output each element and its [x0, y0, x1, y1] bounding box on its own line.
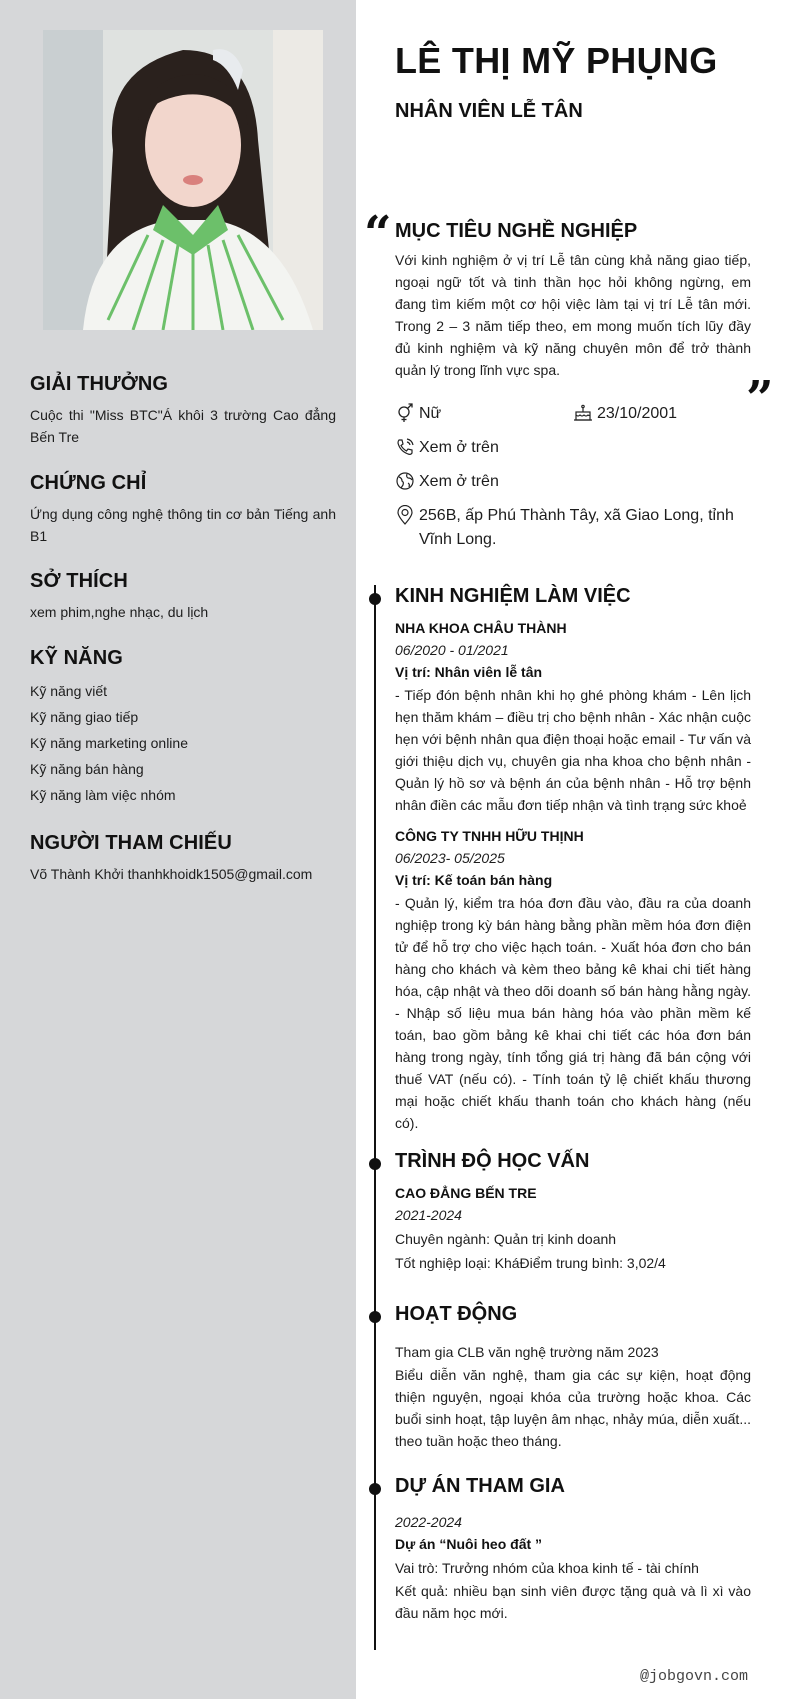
references-text: Võ Thành Khởi thanhkhoidk1505@gmail.com: [30, 866, 313, 882]
activity-description: Biểu diễn văn nghệ, tham gia các sự kiện, hoạt động thiện nguyện, ngoại khóa của trường hoặc khoa. Các buổi sinh hoạt, tập luyện âm nhạc, nhảy múa, diễn xuất... theo tuần hoặc theo tháng.: [395, 1367, 751, 1449]
sidebar: [0, 0, 356, 1699]
job-date: 06/2023- 05/2025: [395, 850, 505, 866]
hobbies-title: SỞ THÍCH: [30, 570, 128, 592]
job-description: - Tiếp đón bệnh nhân khi họ ghé phòng khám - Lên lịch hẹn thăm khám – điều trị cho bệnh nhân - Xác nhận cuộc hẹn với bệnh nhân qua điện thoại hoặc email - Tư vấn và giới thiệu dịch vụ, chuyên gia nha khoa cho bệnh nhân - Quản lý hồ sơ và bệnh án của bệnh nhân - Hỗ trợ bệnh nhân điền các mẫu đơn tiếp nhận và tình trạng sức khoẻ: [395, 687, 751, 813]
hobbies-section: [30, 570, 336, 623]
company-name: NHA KHOA CHÂU THÀNH: [395, 620, 567, 636]
website-value: Xem ở trên: [419, 473, 499, 490]
skills-section: [30, 647, 336, 808]
job-position: Vị trí: Nhân viên lễ tân: [395, 664, 543, 680]
birthday-cake-icon: [573, 403, 595, 425]
activities-title: HOẠT ĐỘNG: [395, 1303, 518, 1325]
address-value: 256B, ấp Phú Thành Tây, xã Giao Long, tỉnh Vĩnh Long.: [419, 507, 734, 548]
job-position: Vị trí: Kế toán bán hàng: [395, 872, 553, 888]
skill-item: Kỹ năng bán hàng: [30, 761, 144, 777]
experience-item: [395, 620, 751, 816]
references-title: NGƯỜI THAM CHIẾU: [30, 832, 232, 854]
timeline-dot: [369, 593, 381, 605]
certificates-section: [30, 472, 336, 547]
skill-item: Kỹ năng làm việc nhóm: [30, 787, 176, 803]
objective-section: [395, 220, 751, 381]
education-title: TRÌNH ĐỘ HỌC VẤN: [395, 1150, 590, 1172]
project-result: Kết quả: nhiều bạn sinh viên được tặng quà và lì xì vào đầu năm học mới.: [395, 1583, 751, 1621]
skill-item: Kỹ năng giao tiếp: [30, 709, 139, 725]
timeline-dot: [369, 1483, 381, 1495]
gender-value: Nữ: [419, 405, 442, 422]
website-row: [395, 470, 751, 494]
skill-item: Kỹ năng viết: [30, 683, 108, 699]
certificates-title: CHỨNG CHỈ: [30, 472, 147, 494]
phone-value: Xem ở trên: [419, 439, 499, 456]
school-name: CAO ĐẲNG BẾN TRE: [395, 1185, 537, 1201]
activity-name: Tham gia CLB văn nghệ trường năm 2023: [395, 1344, 659, 1360]
gender-icon: [395, 403, 417, 425]
awards-text: Cuộc thi "Miss BTC"Á khôi 3 trường Cao đẳng Bến Tre: [30, 407, 336, 445]
candidate-name: LÊ THỊ MỸ PHỤNG: [395, 40, 718, 81]
education-date: 2021-2024: [395, 1207, 462, 1223]
watermark: @jobgovn.com: [639, 1668, 748, 1685]
job-date: 06/2020 - 01/2021: [395, 642, 509, 658]
project-date: 2022-2024: [395, 1514, 462, 1530]
objective-text: Với kinh nghiệm ở vị trí Lễ tân cùng khả năng giao tiếp, ngoại ngữ tốt và tinh thần học hỏi không ngừng, em đang tìm kiếm một cơ hội việc làm tại vị trí Lễ tân mới. Trong 2 – 3 năm tiếp theo, em mong muốn tích lũy đầy đủ kinh nghiệm và kỹ năng chuyên môn để trở thành quản lý trong lĩnh vực spa.: [395, 252, 751, 378]
projects-title: DỰ ÁN THAM GIA: [395, 1475, 565, 1497]
gender-row: [395, 402, 565, 426]
awards-title: GIẢI THƯỞNG: [30, 373, 169, 395]
project-role: Vai trò: Trưởng nhóm của khoa kinh tế - tài chính: [395, 1560, 699, 1576]
skills-title: KỸ NĂNG: [30, 647, 123, 669]
objective-title: MỤC TIÊU NGHỀ NGHIỆP: [395, 220, 638, 242]
references-section: [30, 832, 336, 885]
profile-photo: [43, 30, 323, 330]
timeline-dot: [369, 1158, 381, 1170]
phone-icon: [395, 437, 417, 459]
timeline-dot: [369, 1311, 381, 1323]
phone-row: [395, 436, 751, 460]
address-row: [395, 504, 735, 552]
birthday-row: [573, 402, 753, 426]
main-content: [356, 0, 790, 1699]
location-pin-icon: [395, 505, 417, 527]
quote-open-icon: “: [364, 206, 392, 262]
company-name: CÔNG TY TNHH HỮU THỊNH: [395, 828, 584, 844]
awards-section: [30, 373, 336, 448]
education-major: Chuyên ngành: Quản trị kinh doanh: [395, 1231, 617, 1247]
experience-section: [395, 585, 751, 1134]
job-title: NHÂN VIÊN LỄ TÂN: [395, 100, 583, 122]
experience-item: [395, 828, 751, 1134]
skill-item: Kỹ năng marketing online: [30, 735, 188, 751]
education-section: [395, 1150, 751, 1275]
project-name: Dự án “Nuôi heo đất ”: [395, 1536, 543, 1552]
education-grade: Tốt nghiệp loại: KháĐiểm trung bình: 3,02/4: [395, 1255, 666, 1271]
experience-title: KINH NGHIỆM LÀM VIỆC: [395, 585, 631, 607]
hobbies-text: xem phim,nghe nhạc, du lịch: [30, 604, 209, 620]
birthday-value: 23/10/2001: [597, 405, 678, 422]
certificates-text: Ứng dụng công nghệ thông tin cơ bản Tiếng anh B1: [30, 506, 336, 544]
quote-close-icon: ”: [746, 371, 774, 427]
globe-icon: [395, 471, 417, 493]
projects-section: [395, 1475, 751, 1624]
job-description: - Quản lý, kiểm tra hóa đơn đầu vào, đầu ra của doanh nghiệp trong kỳ bán hàng bằng phần mềm hóa đơn điện tử để hỗ trợ cho việc hạch toán. - Xuất hóa đơn cho bán hàng cho khách và kèm theo bảng kê khai chi tiết hàng hóa, cập nhật và theo dõi doanh số bán hàng hằng ngày. - Nhập số liệu mua bán hàng hóa vào phần mềm kế toán, bao gồm bảng kê khai chi tiết các hóa đơn bán hàng trong ngày, tính tổng giá trị hàng đã bán cộng với thuế VAT (nếu có). - Tính toán tỷ lệ chiết khấu thương mại hoặc chiết khấu thanh toán cho khách hàng (nếu có).: [395, 895, 751, 1131]
activities-section: [395, 1303, 751, 1452]
